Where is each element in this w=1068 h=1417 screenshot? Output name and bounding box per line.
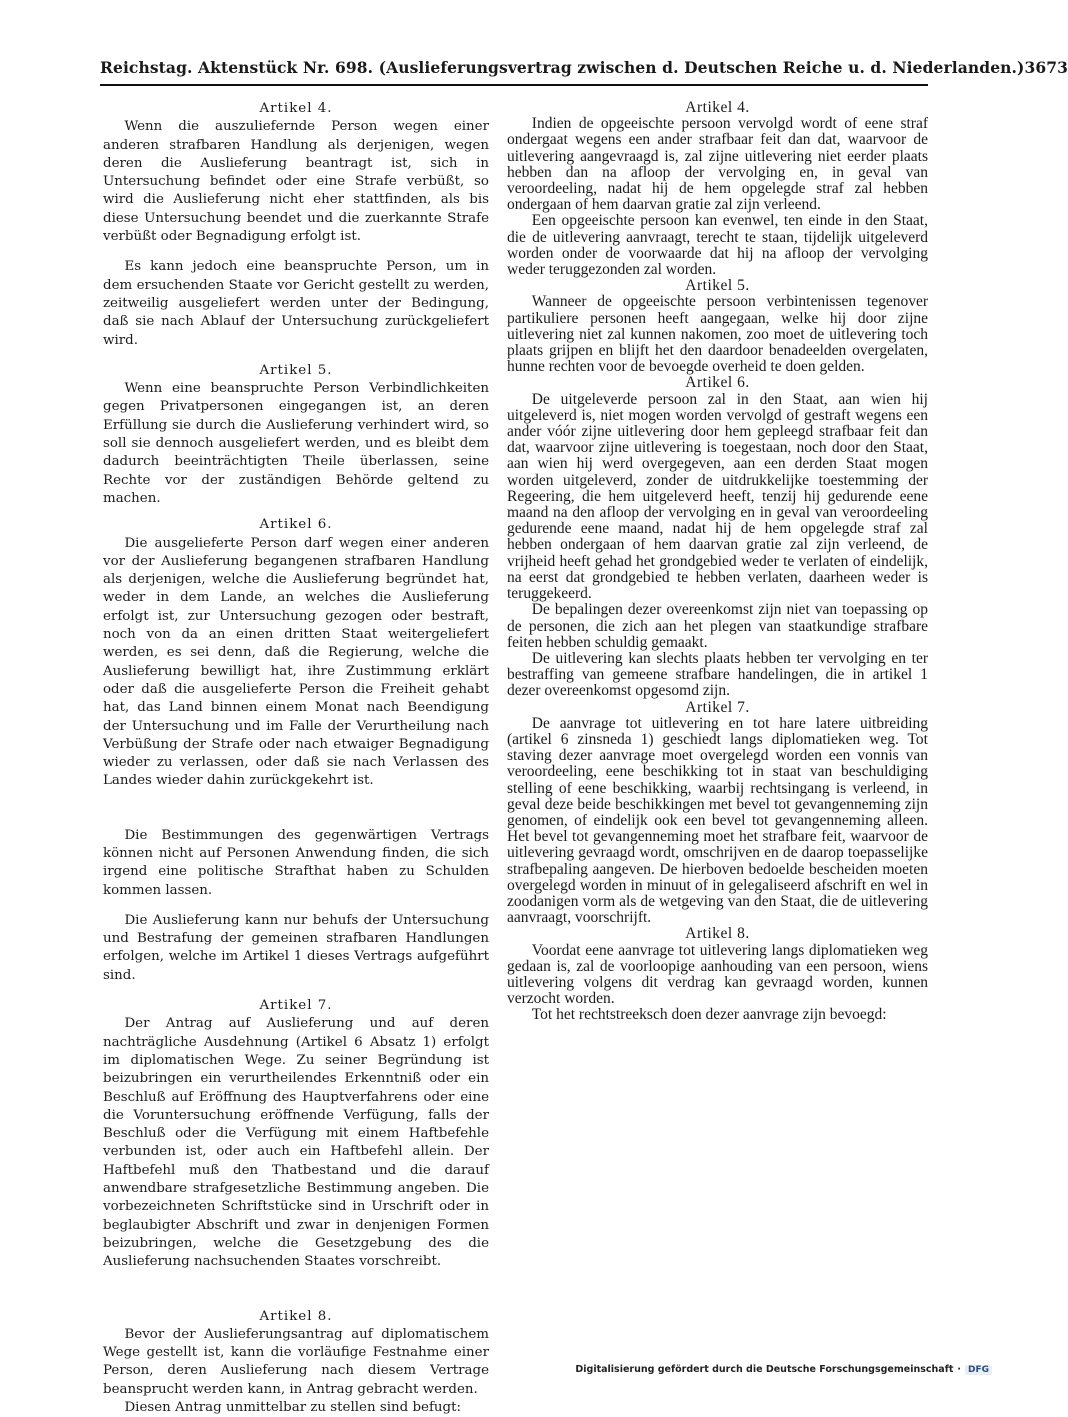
- article-heading: Artikel 6.: [259, 517, 333, 533]
- article-heading: Artikel 5.: [259, 362, 333, 378]
- paragraph: De uitgeleverde persoon zal in den Staat, aan wien hij uitgeleverd is, niet mogen worden vervolgd of gestraft wegens een ander vóór zijne uitlevering door hem gepleegd strafbaar feit dan dat, waarvoor zijne uitlevering is toegestaan, noch door den Staat, aan wien hij werd overgegeven, aan een derden Staat mogen worden uitgeleverd, zonder de uitdrukkelijke toestemming der Regeering, die hem uitgeleverd heeft, tenzij hij gedurende eene maand na den afloop der vervolging en in geval van veroordeeling gedurende eene maand, nadat hij de hem opgelegde straf zal hebben ondergaan of hem daarvan gratie zal zijn verleend, de vrijheid heeft gehad het grondgebied weder te verlaten of eindelijk, na eerst dat grondgebied te hebben verlaten, daarheen weder is teruggekeerd.: [507, 390, 928, 603]
- paragraph: De aanvrage tot uitlevering en tot hare latere uitbreiding (artikel 6 zinsneda 1) geschiedt langs diplomatieken weg. Tot staving dezer aanvrage moet overgelegd worden een vonnis van veroordeeling, eene beschikking tot in staat van beschuldiging stelling of eene beschikking, waarbij rechtsingang is verleend, in geval deze beide beschikkingen met bevel tot gevangenneming zijn genomen, of eindelijk ook een bevel tot gevangenneming alleen. Het bevel tot gevangenneming moet het strafbare feit, waarvoor de uitlevering gevraagd wordt, omschrijven en de daarop toepasselijke strafbepaling aangeven. De hierboven bedoelde bescheiden moeten overgelegd worden in minuut of in gelegaliseerd afschrift en wel in zoodanigen vorm als de wetgeving van den Staat, die de uitlevering aanvraagt, voorschrijft.: [507, 714, 928, 927]
- article-heading: Artikel 6.: [685, 374, 750, 392]
- paragraph: Tot het rechtstreeksch doen dezer aanvrage zijn bevoegd:: [531, 1006, 887, 1024]
- paragraph: Die Auslieferung kann nur behufs der Untersuchung und Bestrafung der gemeinen strafbaren Handlungen erfolgen, welche im Artikel 1 dieses Vertrags aufgeführt sind.: [103, 912, 489, 983]
- paragraph: Die ausgelieferte Person darf wegen einer anderen vor der Auslieferung begangenen strafbaren Handlung als derjenigen, welche die Auslieferung begründet hat, weder in dem Lande, an welches die Auslieferung erfolgt ist, zur Untersuchung gezogen oder bestraft, noch von da an einen dritten Staat weitergeliefert werden, es sei denn, daß die Regierung, welche die Auslieferung bewilligt hat, ihre Zustimmung erklärt oder daß die ausgelieferte Person die Freiheit gehabt hat, das Land binnen einem Monat nach Beendigung der Untersuchung und im Falle der Verurtheilung nach Verbüßung der Strafe oder nach etwaiger Begnadigung wieder zu verlassen, oder daß sie nach Verlassen des Landes wieder dahin zurückgekehrt ist.: [103, 535, 489, 789]
- paragraph: Diesen Antrag unmittelbar zu stellen sind befugt:: [124, 1400, 461, 1415]
- paragraph: Wenn eine beanspruchte Person Verbindlichkeiten gegen Privatpersonen eingegangen ist, an deren Erfüllung sie durch die Auslieferung verhindert wird, so soll sie dennoch ausgeliefert werden, und es bleibt dem dadurch beeinträchtigten Theile überlassen, seine Rechte vor der zuständigen Behörde geltend zu machen.: [103, 381, 489, 506]
- dutch-column: [507, 100, 928, 1024]
- paragraph: Der Antrag auf Auslieferung und auf deren nachträgliche Ausdehnung (Artikel 6 Absatz 1) erfolgt im diplomatischen Wege. Zu seiner Begründung ist beizubringen ein verurtheilendes Erkenntniß oder ein Beschluß auf Eröffnung des Hauptverfahrens oder eine die Voruntersuchung eröffnende Verfügung, falls der Beschluß oder die Verfügung mit einem Haftbefehle verbunden ist, oder auch ein Haftbefehl allein. Der Haftbefehl muß den Thatbestand und die darauf anwendbare strafgesetzliche Bestimmung angeben. Die vorbezeichneten Schriftstücke sind in Urschrift oder in beglaubigter Abschrift und zwar in denjenigen Formen beizubringen, welche die Gesetzgebung des die Auslieferung nachsuchenden Staates vorschreibt.: [103, 1016, 489, 1270]
- header-rule: [100, 84, 928, 86]
- digitization-footer: Digitalisierung gefördert durch die Deutsche Forschungsgemeinschaft · DFG: [575, 1364, 992, 1375]
- article-heading: Artikel 4.: [259, 101, 333, 116]
- paragraph: Wanneer de opgeeischte persoon verbintenissen tegenover partikuliere personen heeft aangegaan, welke hij door zijne uitlevering niet zal kunnen nakomen, zoo moet de uitlevering toch plaats grijpen en blijft het den daardoor benadeelden overgelaten, hunne rechten voor de bevoegde overheid te doen gelden.: [507, 293, 928, 376]
- paragraph: Es kann jedoch eine beanspruchte Person, um in dem ersuchenden Staate vor Gericht gestellt zu werden, zeitweilig ausgeliefert werden unter der Bedingung, daß sie nach Ablauf der Untersuchung zurückgeliefert wird.: [103, 259, 489, 348]
- dfg-logo-icon: DFG: [965, 1365, 992, 1375]
- paragraph: De uitlevering kan slechts plaats hebben ter vervolging en ter bestraffing van gemeene strafbare handelingen, die in artikel 1 dezer overeenkomst opgesomd zijn.: [507, 649, 928, 700]
- article-heading: Artikel 7.: [685, 698, 750, 716]
- article-heading: Artikel 4.: [685, 99, 750, 116]
- paragraph: Een opgeeischte persoon kan evenwel, ten einde in den Staat, die de uitlevering aanvraagt, terecht te staan, tijdelijk uitgeleverd worden onder de voorwaarde dat hij na afloop der vervolging weder teruggezonden zal worden.: [507, 212, 928, 279]
- page-number: 3673: [1024, 58, 1068, 77]
- article-heading: Artikel 8.: [685, 925, 750, 943]
- page-header: [100, 58, 1068, 77]
- running-title: Reichstag. Aktenstück Nr. 698. (Auslieferungsvertrag zwischen d. Deutschen Reiche u. d. Niederlanden.): [100, 58, 1025, 77]
- article-heading: Artikel 5.: [685, 277, 750, 295]
- paragraph: De bepalingen dezer overeenkomst zijn niet van toepassing op de personen, die zich aan het plegen van staatkundige strafbare feiten hebben schuldig gemaakt.: [507, 601, 928, 651]
- article-heading: Artikel 8.: [259, 1308, 333, 1324]
- paragraph: Indien de opgeeischte persoon vervolgd wordt of eene straf ondergaat wegens een ander strafbaar feit dan dat, waarvoor de uitlevering aangevraagd is, zal zijne uitlevering niet eerder plaats hebben dan na afloop der vervolging en, in geval van veroordeeling, nadat hij de hem opgelegde straf zal hebben ondergaan of hem daarvan gratie zal zijn verleend.: [507, 115, 928, 214]
- article-heading: Artikel 7.: [259, 998, 333, 1014]
- paragraph: Bevor der Auslieferungsantrag auf diplomatischem Wege gestellt ist, kann die vorläufige Festnahme einer Person, deren Auslieferung nach diesem Vertrage beansprucht werden kann, in Antrag gebracht werden.: [103, 1326, 489, 1397]
- paragraph: Die Bestimmungen des gegenwärtigen Vertrags können nicht auf Personen Anwendung finden, die sich irgend eine politische Strafthat haben zu Schulden kommen lassen.: [103, 827, 489, 898]
- paragraph: Wenn die auszuliefernde Person wegen einer anderen strafbaren Handlung als derjenigen, wegen deren die Auslieferung beantragt ist, sich in Untersuchung befindet oder eine Strafe verbüßt, so wird die Auslieferung nicht eher stattfinden, als bis diese Untersuchung beendet und die zuerkannte Strafe verbüßt oder Begnadigung erfolgt ist.: [103, 119, 489, 245]
- funding-note: Digitalisierung gefördert durch die Deutsche Forschungsgemeinschaft: [575, 1364, 954, 1375]
- paragraph: Voordat eene aanvrage tot uitlevering langs diplomatieken weg gedaan is, zal de voorloopige aanhouding van een persoon, wiens uitlevering volgens dit verdrag kan gevraagd worden, kunnen verzocht worden.: [507, 941, 928, 1008]
- german-column: [103, 100, 489, 1417]
